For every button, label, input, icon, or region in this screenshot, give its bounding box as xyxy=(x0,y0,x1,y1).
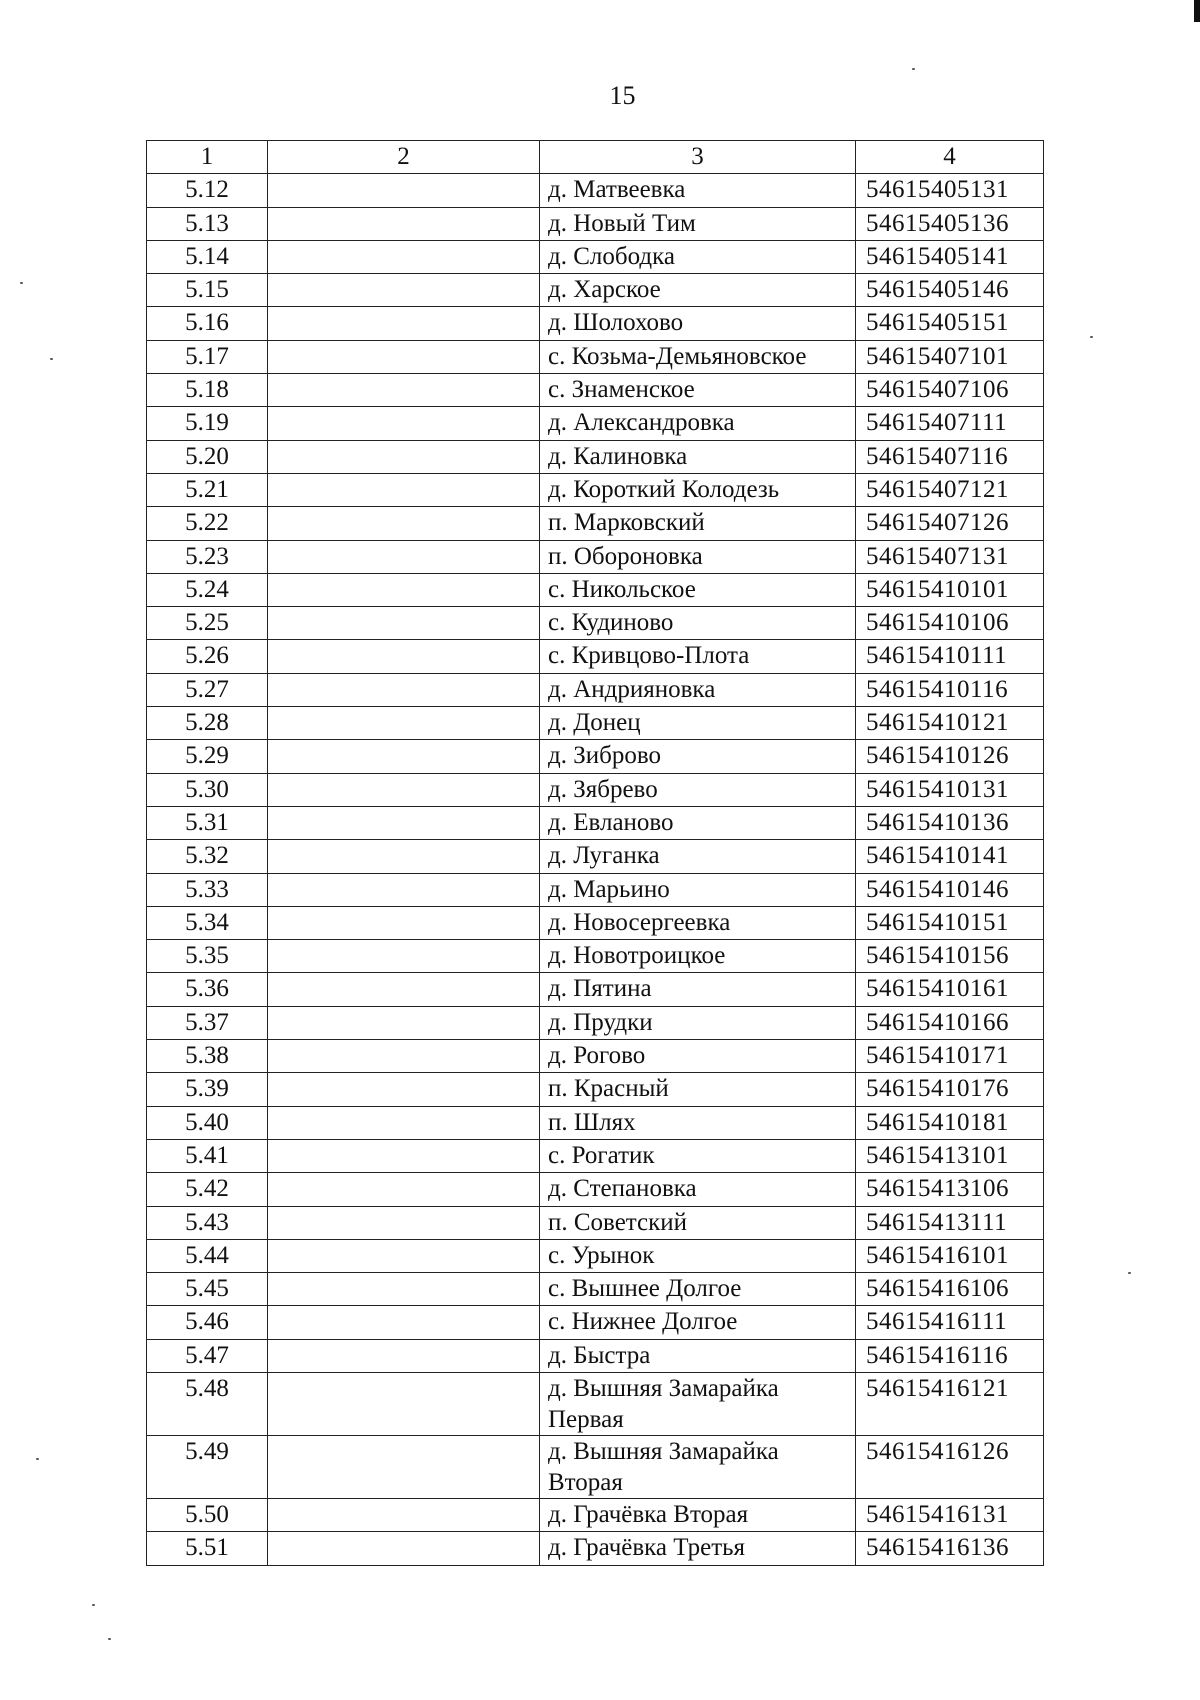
row-number-cell: 5.15 xyxy=(147,274,268,307)
column-2-cell xyxy=(268,1372,540,1435)
table-row xyxy=(147,906,1044,939)
settlement-name-cell: п. Марковский xyxy=(540,507,856,540)
oktmo-code-cell: 54615405151 xyxy=(856,307,1044,340)
table-row xyxy=(147,973,1044,1006)
settlement-name-cell: д. Слободка xyxy=(540,240,856,273)
table-row xyxy=(147,240,1044,273)
oktmo-code-cell: 54615413111 xyxy=(856,1206,1044,1239)
settlement-name-cell: д. Шолохово xyxy=(540,307,856,340)
oktmo-code-cell: 54615407131 xyxy=(856,540,1044,573)
table-row xyxy=(147,873,1044,906)
row-number-cell: 5.33 xyxy=(147,873,268,906)
table-row xyxy=(147,540,1044,573)
column-2-cell xyxy=(268,407,540,440)
column-2-cell xyxy=(268,973,540,1006)
oktmo-code-cell: 54615405131 xyxy=(856,174,1044,207)
oktmo-code-cell: 54615410136 xyxy=(856,806,1044,839)
column-2-cell xyxy=(268,1498,540,1531)
table-row xyxy=(147,806,1044,839)
table-row xyxy=(147,1498,1044,1531)
column-2-cell xyxy=(268,640,540,673)
oktmo-code-cell: 54615410171 xyxy=(856,1040,1044,1073)
scan-speck xyxy=(108,1638,111,1640)
settlement-name-cell: с. Никольское xyxy=(540,573,856,606)
oktmo-code-cell: 54615410101 xyxy=(856,573,1044,606)
scan-speck xyxy=(912,68,915,70)
oktmo-code-cell: 54615416136 xyxy=(856,1532,1044,1565)
oktmo-code-cell: 54615405136 xyxy=(856,207,1044,240)
row-number-cell: 5.39 xyxy=(147,1073,268,1106)
column-2-cell xyxy=(268,1239,540,1272)
table-row xyxy=(147,707,1044,740)
column-2-cell xyxy=(268,374,540,407)
scan-speck xyxy=(36,1458,39,1460)
settlement-name-cell: д. Зиброво xyxy=(540,740,856,773)
column-2-cell xyxy=(268,806,540,839)
table-row xyxy=(147,1173,1044,1206)
settlement-name-cell: д. Короткий Колодезь xyxy=(540,473,856,506)
settlement-name-cell: д. Донец xyxy=(540,707,856,740)
table-row xyxy=(147,1073,1044,1106)
column-2-cell xyxy=(268,740,540,773)
row-number-cell: 5.45 xyxy=(147,1273,268,1306)
settlement-name-cell: д. Евланово xyxy=(540,806,856,839)
settlement-name-cell: с. Рогатик xyxy=(540,1139,856,1172)
row-number-cell: 5.29 xyxy=(147,740,268,773)
settlement-name-cell: п. Обороновка xyxy=(540,540,856,573)
oktmo-code-cell: 54615410106 xyxy=(856,607,1044,640)
oktmo-code-cell: 54615407101 xyxy=(856,340,1044,373)
row-number-cell: 5.35 xyxy=(147,940,268,973)
table-row xyxy=(147,1339,1044,1372)
settlement-name-cell: д. Новосергеевка xyxy=(540,906,856,939)
table-row xyxy=(147,640,1044,673)
row-number-cell: 5.27 xyxy=(147,673,268,706)
row-number-cell: 5.47 xyxy=(147,1339,268,1372)
column-2-cell xyxy=(268,1106,540,1139)
settlement-name-cell: д. Грачёвка Вторая xyxy=(540,1498,856,1531)
settlement-name-cell: с. Кривцово-Плота xyxy=(540,640,856,673)
row-number-cell: 5.30 xyxy=(147,773,268,806)
row-number-cell: 5.14 xyxy=(147,240,268,273)
settlement-name-cell: д. Александровка xyxy=(540,407,856,440)
column-2-cell xyxy=(268,873,540,906)
table-row xyxy=(147,407,1044,440)
row-number-cell: 5.36 xyxy=(147,973,268,1006)
table-row xyxy=(147,1106,1044,1139)
row-number-cell: 5.18 xyxy=(147,374,268,407)
row-number-cell: 5.38 xyxy=(147,1040,268,1073)
row-number-cell: 5.40 xyxy=(147,1106,268,1139)
scan-edge-mark xyxy=(1194,0,1200,22)
row-number-cell: 5.16 xyxy=(147,307,268,340)
oktmo-code-cell: 54615416116 xyxy=(856,1339,1044,1372)
oktmo-code-cell: 54615410161 xyxy=(856,973,1044,1006)
settlement-name-cell: д. Грачёвка Третья xyxy=(540,1532,856,1565)
oktmo-code-cell: 54615416131 xyxy=(856,1498,1044,1531)
oktmo-code-cell: 54615413101 xyxy=(856,1139,1044,1172)
oktmo-code-cell: 54615407126 xyxy=(856,507,1044,540)
settlement-name-cell: д. Вышняя Замарайка Первая xyxy=(540,1372,856,1435)
settlement-name-cell: д. Матвеевка xyxy=(540,174,856,207)
oktmo-code-cell: 54615416101 xyxy=(856,1239,1044,1272)
row-number-cell: 5.24 xyxy=(147,573,268,606)
oktmo-code-cell: 54615407121 xyxy=(856,473,1044,506)
column-2-cell xyxy=(268,1073,540,1106)
table-row xyxy=(147,573,1044,606)
settlement-name-cell: с. Знаменское xyxy=(540,374,856,407)
row-number-cell: 5.37 xyxy=(147,1006,268,1039)
column-2-cell xyxy=(268,1306,540,1339)
settlement-name-cell: д. Харское xyxy=(540,274,856,307)
row-number-cell: 5.34 xyxy=(147,906,268,939)
column-2-cell xyxy=(268,940,540,973)
settlements-table xyxy=(146,140,1044,1566)
settlement-name-cell: д. Марьино xyxy=(540,873,856,906)
column-2-cell xyxy=(268,1206,540,1239)
row-number-cell: 5.25 xyxy=(147,607,268,640)
oktmo-code-cell: 54615410156 xyxy=(856,940,1044,973)
settlement-name-cell: д. Пятина xyxy=(540,973,856,1006)
oktmo-code-cell: 54615416106 xyxy=(856,1273,1044,1306)
oktmo-code-cell: 54615407116 xyxy=(856,440,1044,473)
table-header-row xyxy=(147,141,1044,174)
table-row xyxy=(147,1273,1044,1306)
oktmo-code-cell: 54615405146 xyxy=(856,274,1044,307)
oktmo-code-cell: 54615416121 xyxy=(856,1372,1044,1435)
settlement-name-cell: п. Советский xyxy=(540,1206,856,1239)
column-2-cell xyxy=(268,1532,540,1565)
column-2-cell xyxy=(268,1435,540,1498)
table-row xyxy=(147,940,1044,973)
table-row xyxy=(147,1139,1044,1172)
table-body xyxy=(147,141,1044,1566)
settlement-name-cell: с. Урынок xyxy=(540,1239,856,1272)
row-number-cell: 5.42 xyxy=(147,1173,268,1206)
settlement-name-cell: д. Андрияновка xyxy=(540,673,856,706)
settlement-name-cell: д. Степановка xyxy=(540,1173,856,1206)
oktmo-code-cell: 54615416111 xyxy=(856,1306,1044,1339)
settlement-name-cell: п. Шлях xyxy=(540,1106,856,1139)
row-number-cell: 5.28 xyxy=(147,707,268,740)
table-row xyxy=(147,473,1044,506)
table-row xyxy=(147,673,1044,706)
table-row xyxy=(147,274,1044,307)
row-number-cell: 5.21 xyxy=(147,473,268,506)
row-number-cell: 5.49 xyxy=(147,1435,268,1498)
table-row xyxy=(147,1239,1044,1272)
table-row xyxy=(147,740,1044,773)
table-row xyxy=(147,607,1044,640)
scan-speck xyxy=(20,282,23,284)
column-2-cell xyxy=(268,607,540,640)
column-2-cell xyxy=(268,274,540,307)
column-2-cell xyxy=(268,340,540,373)
settlement-name-cell: д. Луганка xyxy=(540,840,856,873)
table-row xyxy=(147,340,1044,373)
settlement-name-cell: с. Нижнее Долгое xyxy=(540,1306,856,1339)
row-number-cell: 5.22 xyxy=(147,507,268,540)
column-2-cell xyxy=(268,1006,540,1039)
settlement-name-cell: п. Красный xyxy=(540,1073,856,1106)
table-row xyxy=(147,374,1044,407)
row-number-cell: 5.20 xyxy=(147,440,268,473)
row-number-cell: 5.17 xyxy=(147,340,268,373)
oktmo-code-cell: 54615410111 xyxy=(856,640,1044,673)
table-row xyxy=(147,507,1044,540)
row-number-cell: 5.41 xyxy=(147,1139,268,1172)
header-cell-3: 3 xyxy=(540,141,856,174)
oktmo-code-cell: 54615410151 xyxy=(856,906,1044,939)
column-2-cell xyxy=(268,507,540,540)
table-row xyxy=(147,1040,1044,1073)
table-row xyxy=(147,840,1044,873)
table-row xyxy=(147,1206,1044,1239)
settlement-name-cell: д. Прудки xyxy=(540,1006,856,1039)
settlement-name-cell: с. Вышнее Долгое xyxy=(540,1273,856,1306)
row-number-cell: 5.19 xyxy=(147,407,268,440)
oktmo-code-cell: 54615416126 xyxy=(856,1435,1044,1498)
oktmo-code-cell: 54615410121 xyxy=(856,707,1044,740)
row-number-cell: 5.46 xyxy=(147,1306,268,1339)
settlement-name-cell: д. Зябрево xyxy=(540,773,856,806)
column-2-cell xyxy=(268,1139,540,1172)
header-cell-1: 1 xyxy=(147,141,268,174)
settlement-name-cell: д. Быстра xyxy=(540,1339,856,1372)
scan-speck xyxy=(50,358,53,360)
row-number-cell: 5.51 xyxy=(147,1532,268,1565)
column-2-cell xyxy=(268,707,540,740)
table-row xyxy=(147,174,1044,207)
table-row xyxy=(147,207,1044,240)
settlement-name-cell: д. Вышняя Замарайка Вторая xyxy=(540,1435,856,1498)
column-2-cell xyxy=(268,240,540,273)
oktmo-code-cell: 54615410131 xyxy=(856,773,1044,806)
oktmo-code-cell: 54615410116 xyxy=(856,673,1044,706)
settlement-name-cell: д. Новый Тим xyxy=(540,207,856,240)
row-number-cell: 5.13 xyxy=(147,207,268,240)
row-number-cell: 5.26 xyxy=(147,640,268,673)
settlement-name-cell: д. Рогово xyxy=(540,1040,856,1073)
oktmo-code-cell: 54615410176 xyxy=(856,1073,1044,1106)
header-cell-4: 4 xyxy=(856,141,1044,174)
column-2-cell xyxy=(268,906,540,939)
row-number-cell: 5.32 xyxy=(147,840,268,873)
column-2-cell xyxy=(268,473,540,506)
table-row xyxy=(147,1306,1044,1339)
oktmo-code-cell: 54615413106 xyxy=(856,1173,1044,1206)
settlement-name-cell: д. Новотроицкое xyxy=(540,940,856,973)
page-number: 15 xyxy=(609,81,636,110)
header-cell-2: 2 xyxy=(268,141,540,174)
settlement-name-cell: с. Кудиново xyxy=(540,607,856,640)
table-row xyxy=(147,1372,1044,1435)
column-2-cell xyxy=(268,840,540,873)
scan-speck xyxy=(92,1604,95,1606)
row-number-cell: 5.50 xyxy=(147,1498,268,1531)
column-2-cell xyxy=(268,673,540,706)
table-row xyxy=(147,440,1044,473)
oktmo-code-cell: 54615410126 xyxy=(856,740,1044,773)
oktmo-code-cell: 54615407106 xyxy=(856,374,1044,407)
oktmo-code-cell: 54615410166 xyxy=(856,1006,1044,1039)
table-row xyxy=(147,1435,1044,1498)
settlement-name-cell: д. Калиновка xyxy=(540,440,856,473)
column-2-cell xyxy=(268,1273,540,1306)
row-number-cell: 5.43 xyxy=(147,1206,268,1239)
row-number-cell: 5.12 xyxy=(147,174,268,207)
column-2-cell xyxy=(268,174,540,207)
column-2-cell xyxy=(268,1339,540,1372)
column-2-cell xyxy=(268,773,540,806)
column-2-cell xyxy=(268,307,540,340)
table-row xyxy=(147,773,1044,806)
table-row xyxy=(147,1532,1044,1565)
column-2-cell xyxy=(268,207,540,240)
oktmo-code-cell: 54615410141 xyxy=(856,840,1044,873)
oktmo-code-cell: 54615410146 xyxy=(856,873,1044,906)
row-number-cell: 5.23 xyxy=(147,540,268,573)
table-row xyxy=(147,1006,1044,1039)
oktmo-code-cell: 54615407111 xyxy=(856,407,1044,440)
table-row xyxy=(147,307,1044,340)
scan-speck xyxy=(1090,336,1093,338)
column-2-cell xyxy=(268,1040,540,1073)
scan-speck xyxy=(1128,1272,1131,1274)
oktmo-code-cell: 54615410181 xyxy=(856,1106,1044,1139)
oktmo-code-cell: 54615405141 xyxy=(856,240,1044,273)
row-number-cell: 5.48 xyxy=(147,1372,268,1435)
row-number-cell: 5.44 xyxy=(147,1239,268,1272)
row-number-cell: 5.31 xyxy=(147,806,268,839)
column-2-cell xyxy=(268,540,540,573)
column-2-cell xyxy=(268,440,540,473)
column-2-cell xyxy=(268,1173,540,1206)
settlement-name-cell: с. Козьма-Демьяновское xyxy=(540,340,856,373)
column-2-cell xyxy=(268,573,540,606)
